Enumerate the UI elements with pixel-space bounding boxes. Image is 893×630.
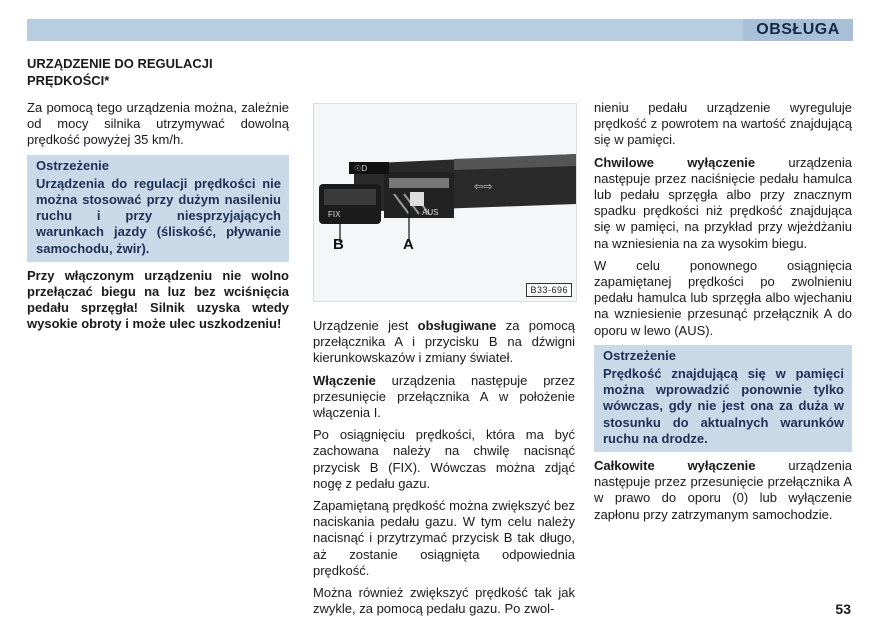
- bold-term: Całkowite wyłączenie: [594, 458, 756, 474]
- column-right: [594, 100, 852, 529]
- intro-paragraph: Za pomocą tego urządzenia można, zależnie od mocy silnika utrzymywać dowolną prędkość powyżej 35 km/h.: [27, 100, 289, 148]
- column-left: [27, 100, 289, 339]
- warning-title: Ostrzeżenie: [36, 157, 109, 173]
- para-temp-off: [594, 155, 852, 252]
- bold-note: Przy włączonym urządzeniu nie wolno przełączać biegu na luz bez wciśnięcia pedału sprzęgła! Silnik uzyska wtedy wysokie obroty i może ulec uszkodzeniu!: [27, 267, 289, 332]
- para-fix: Po osiągnięciu prędkości, która ma być zachowana należy na chwilę nacisnąć przycisk B (FIX). Wówczas można zdjąć nogę z pedału gazu.: [313, 427, 575, 491]
- lever-illustration: [314, 104, 576, 301]
- section-header: OBSŁUGA: [743, 19, 853, 41]
- switch-aus-text: AUS: [422, 208, 439, 217]
- text: za pomocą przełącznika A i przycisku B na dźwigni kierunkowskazów i zmiany świateł.: [313, 318, 575, 366]
- para-gas: Można również zwiększyć prędkość tak jak zwykle, za pomocą pedału gazu. Po zwol-: [313, 585, 575, 617]
- bold-term: Chwilowe wyłączenie: [594, 154, 756, 170]
- warning-body: Prędkość znajdującą się w pamięci można wprowadzić ponownie tylko wówczas, gdy nie jest ona za duża w stosunku do aktualnych warunków ruchu na drodze.: [603, 366, 844, 446]
- warning-title: Ostrzeżenie: [603, 347, 676, 363]
- column-middle: [313, 318, 575, 623]
- lever-figure: [313, 103, 577, 302]
- warning-box-left: [27, 155, 289, 262]
- para-full-off: [594, 458, 852, 523]
- para-increase: Zapamiętaną prędkość można zwiększyć bez naciskania pedału gazu. W tym celu należy nacisnąć i przytrzymać przycisk B tak długo, aż zostanie osiągnięta odpowiednia prędkość.: [313, 498, 575, 578]
- switch-fix-text: FIX: [328, 210, 341, 219]
- text: Urządzenie jest: [313, 318, 418, 333]
- text: urządzenia następuje przez przesunięcie przełącznika A w prawo do oporu (0) lub wyłączenie zapłonu przy zatrzymanym samochodzie.: [594, 458, 852, 522]
- indicator-arrows-icon: ⇦⇨: [474, 180, 493, 193]
- page-title: URZĄDZENIE DO REGULACJI PRĘDKOŚCI*: [27, 56, 213, 88]
- label-a: A: [403, 236, 414, 253]
- bold-term: Włączenie: [313, 372, 376, 388]
- text: urządzenia następuje przez przesunięcie przełącznika A w położenie włączenia I.: [313, 372, 575, 421]
- label-b: B: [333, 236, 344, 253]
- para-operation: [313, 318, 575, 367]
- para-continue: nieniu pedału urządzenie wyreguluje prędkość z powrotem na wartość znajdującą się w pamięci.: [594, 100, 852, 148]
- page-number: 53: [835, 601, 851, 617]
- warning-box-right: [594, 345, 852, 452]
- warning-body: Urządzenia do regulacji prędkości nie można stosować przy dużym nasileniu ruchu i przy niesprzyjających warunkach jazdy (śliskość, pływanie samochodu, żwir).: [36, 175, 281, 256]
- para-enable: [313, 373, 575, 422]
- header-bar: [27, 19, 853, 41]
- para-resume: W celu ponownego osiągnięcia zapamiętanej prędkości po zwolnieniu pedału hamulca lub sprzęgła albo wjechaniu na wzniesienie przesunąć przełącznik A do oporu w lewo (AUS).: [594, 257, 852, 338]
- text: urządzenia następuje przez naciśnięcie pedału hamulca lub pedału sprzęgła albo przy znacznym spadku prędkości niż prędkość znajdująca się w pamięci, na przykład przy wjeżdżaniu na wzniesienia na za wysokim biegu.: [594, 154, 852, 251]
- light-symbol-icon: ☉D: [354, 164, 368, 173]
- figure-id: B33-696: [526, 283, 572, 297]
- bold-term: obsługiwane: [417, 318, 497, 333]
